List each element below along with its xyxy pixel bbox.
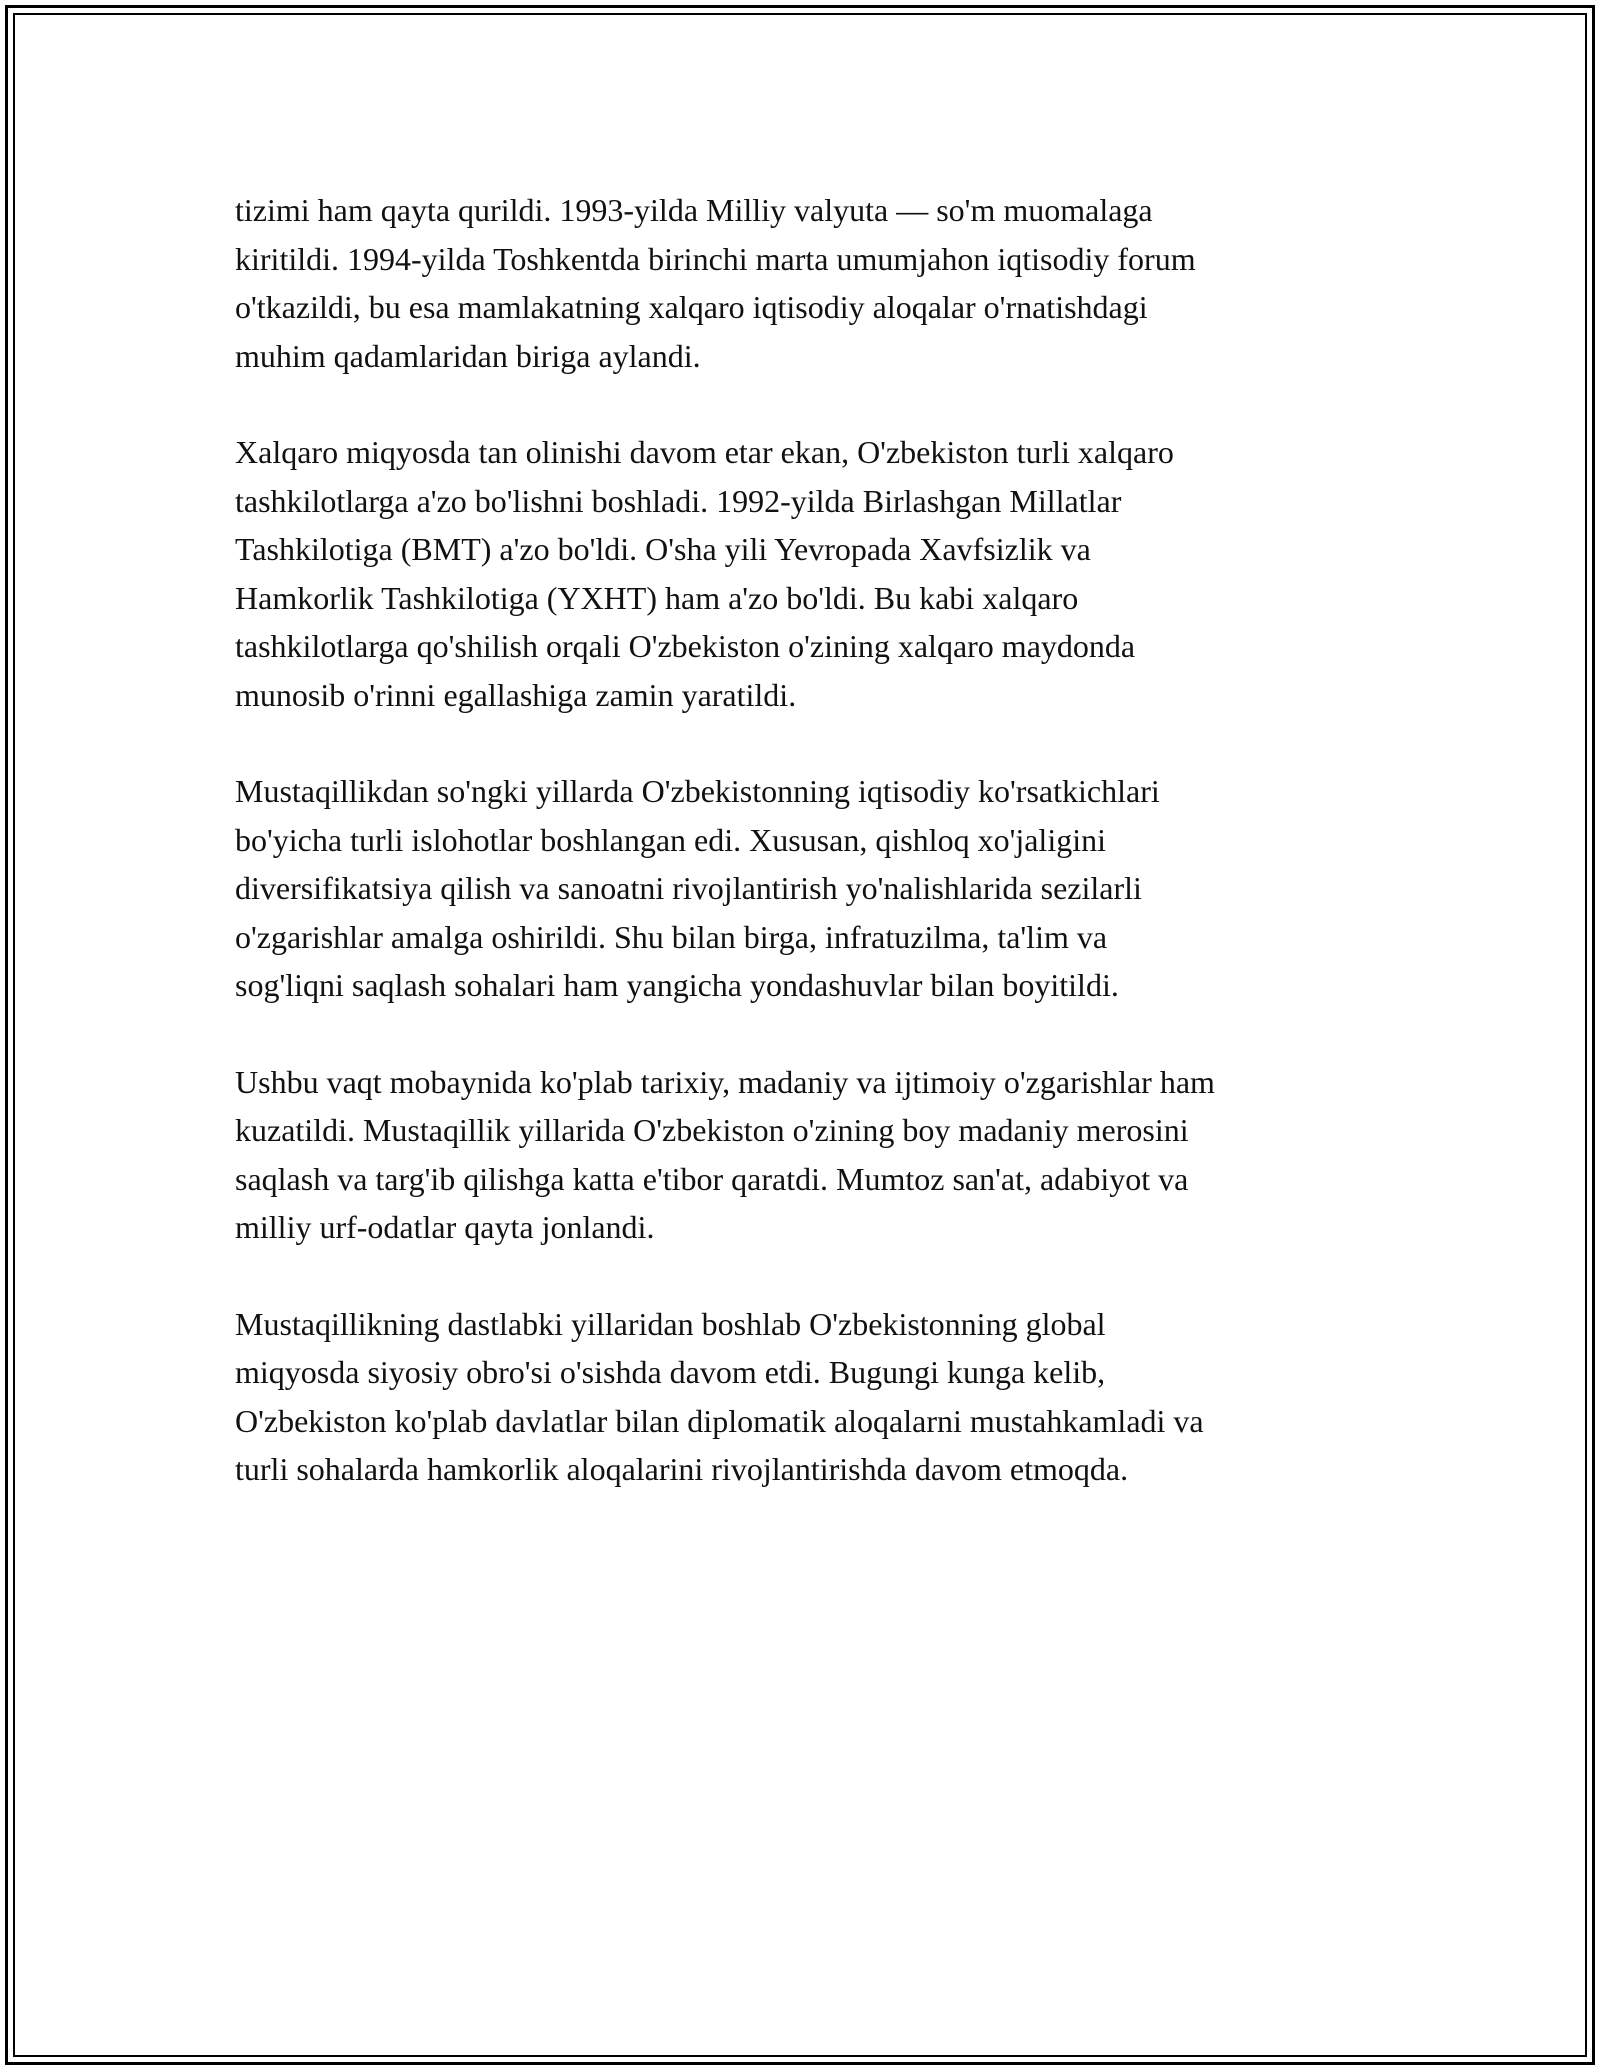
paragraph-3: Mustaqillikdan so'ngki yillarda O'zbekistonning iqtisodiy ko'rsatkichlari bo'yicha turli islohotlar boshlangan edi. Xususan, qishloq xo'jaligini diversifikatsiya qilish va sanoatni rivojlantirish yo'nalishlarida sezilarli o'zgarishlar amalga oshirildi. Shu bilan birga, infratuzilma, ta'lim va sog'liqni saqlash sohalari ham yangicha yondashuvlar bilan boyitildi. (235, 773, 1160, 1003)
paragraph-1: tizimi ham qayta qurildi. 1993-yilda Milliy valyuta — so'm muomalaga kiritildi. 1994-yilda Toshkentda birinchi marta umumjahon iqtisodiy forum o'tkazildi, bu esa mamlakatning xalqaro iqtisodiy aloqalar o'rnatishdagi muhim qadamlaridan biriga aylandi. (235, 192, 1196, 374)
paragraph-4: Ushbu vaqt mobaynida ko'plab tarixiy, madaniy va ijtimoiy o'zgarishlar ham kuzatildi. Mustaqillik yillarida O'zbekiston o'zining boy madaniy merosini saqlash va targ'ib qilishga katta e'tibor qaratdi. Mumtoz san'at, adabiyot va milliy urf-odatlar qayta jonlandi. (235, 1063, 1215, 1245)
paragraph-5: Mustaqillikning dastlabki yillaridan boshlab O'zbekistonning global miqyosda siyosiy obro'si o'sishda davom etdi. Bugungi kunga kelib, O'zbekiston ko'plab davlatlar bilan diplomatik aloqalarni mustahkamladi va turli sohalarda hamkorlik aloqalarini rivojlantirishda davom etmoqda. (235, 1305, 1204, 1487)
paragraph-2: Xalqaro miqyosda tan olinishi davom etar ekan, O'zbekiston turli xalqaro tashkilotlarga a'zo bo'lishni boshladi. 1992-yilda Birlashgan Millatlar Tashkilotiga (BMT) a'zo bo'ldi. O'sha yili Yevropada Xavfsizlik va Hamkorlik Tashkilotiga (YXHT) ham a'zo bo'ldi. Bu kabi xalqaro tashkilotlarga qo'shilish orqali O'zbekiston o'zining xalqaro maydonda munosib o'rinni egallashiga zamin yaratildi. (235, 434, 1174, 713)
document-body (235, 186, 1375, 1542)
